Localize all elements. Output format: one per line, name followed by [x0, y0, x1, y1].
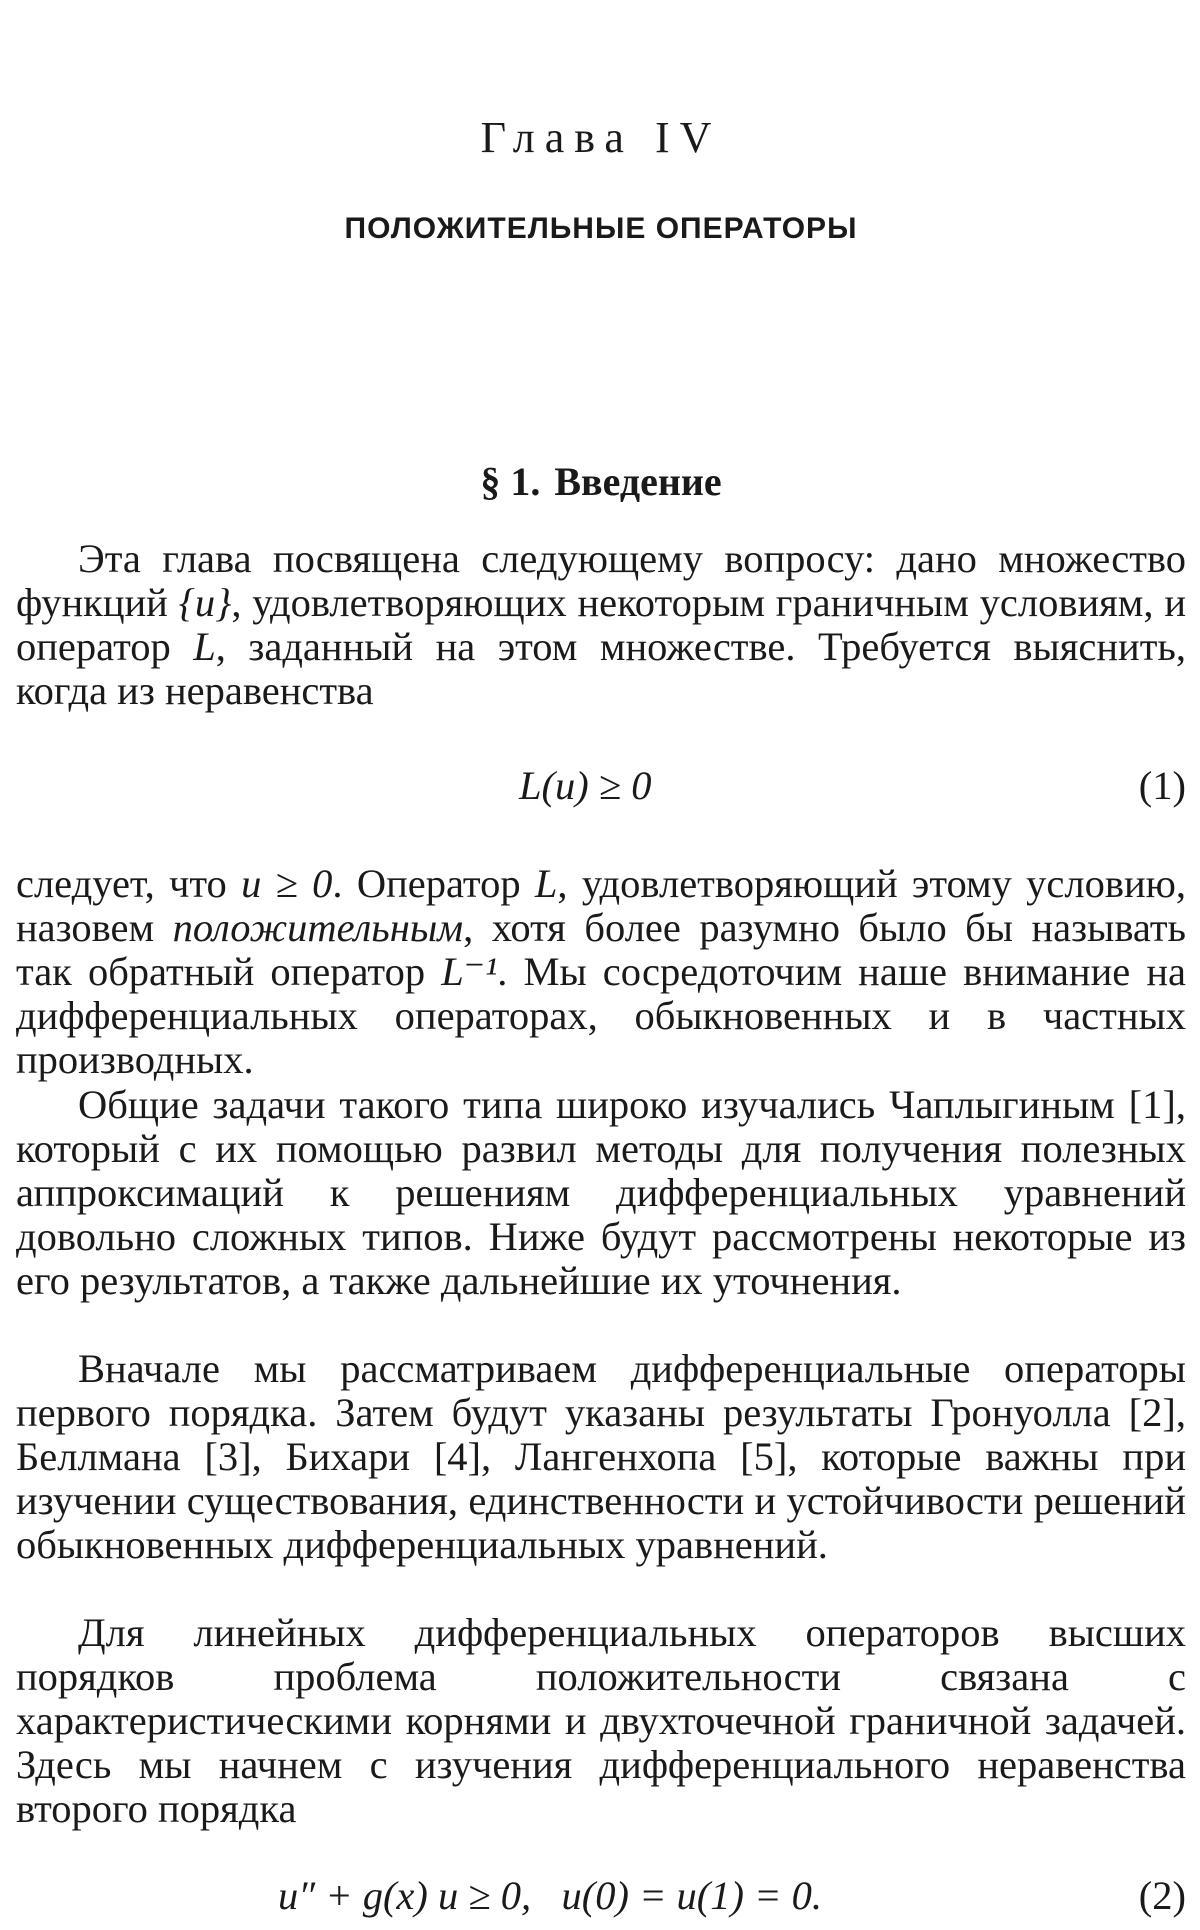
- paragraph-1-text-e: , заданный на этом множестве. Требуется выяснить, когда из неравенства: [16, 624, 1186, 713]
- paragraph-2-text-e: , удовлетворяющий этому условию, назовем: [16, 861, 1186, 950]
- equation-1: [16, 762, 1186, 812]
- operator-L-math: L: [193, 624, 216, 669]
- paragraph-2-text-c: . Оператор: [332, 861, 535, 906]
- section-title: Введение: [554, 459, 722, 504]
- paragraph-5: Для линейных дифференциальных операторов высших порядков проблема положительности связана с характеристическими корнями и двухточечной граничной задачей. Здесь мы начнем с изучения дифференциального неравенства второго порядка: [16, 1610, 1186, 1831]
- equation-1-number: (1): [1138, 763, 1186, 808]
- chapter-label: Глава IV: [480, 113, 722, 162]
- u-nonneg-math: u ≥ 0: [241, 861, 333, 906]
- equation-2: [16, 1872, 1186, 1922]
- inverse-operator-math: L⁻¹: [441, 949, 498, 994]
- paragraph-1-text-c: , удовлетворяющих некоторым граничным условиям, и оператор: [16, 580, 1186, 669]
- positive-term: положительным: [172, 905, 464, 950]
- paragraph-2-text-a: следует, что: [16, 861, 242, 906]
- equation-2-number: (2): [1138, 1873, 1186, 1918]
- chapter-title: ПОЛОЖИТЕЛЬНЫЕ ОПЕРАТОРЫ: [344, 212, 858, 245]
- equation-1-expression: L(u) ≥ 0: [519, 763, 652, 808]
- section-number: § 1.: [480, 459, 541, 504]
- section-heading: [16, 458, 1186, 505]
- set-u-math: {u}: [178, 580, 232, 625]
- paragraph-2-text-i: . Мы сосредоточим наше внимание на дифференциальных операторах, обыкновенных и в частных производных.: [16, 949, 1186, 1082]
- paragraph-2-text-g: , хотя более разумно было бы называть так обратный оператор: [16, 905, 1187, 994]
- paragraph-1: [16, 537, 1186, 713]
- paragraph-2: [16, 862, 1186, 1082]
- equation-2-expression: u″ + g(x) u ≥ 0, u(0) = u(1) = 0.: [278, 1873, 822, 1918]
- operator-L-math-2: L: [534, 861, 558, 906]
- paragraph-1-text-a: Эта глава посвящена следующему вопросу: дано множество функций: [16, 536, 1186, 625]
- book-page: [16, 0, 1186, 1930]
- paragraph-4: Вначале мы рассматриваем дифференциальные операторы первого порядка. Затем будут указаны результаты Гронуолла [2], Беллмана [3], Бихари [4], Лангенхопа [5], которые важны при изучении существования, единственности и устойчивости решений обыкновенных дифференциальных уравнений.: [16, 1346, 1186, 1567]
- paragraph-3: Общие задачи такого типа широко изучались Чаплыгиным [1], который с их помощью развил методы для получения полезных аппроксимаций к решениям дифференциальных уравнений довольно сложных типов. Ниже будут рассмотрены некоторые из его результатов, а также дальнейшие их уточнения.: [16, 1082, 1186, 1303]
